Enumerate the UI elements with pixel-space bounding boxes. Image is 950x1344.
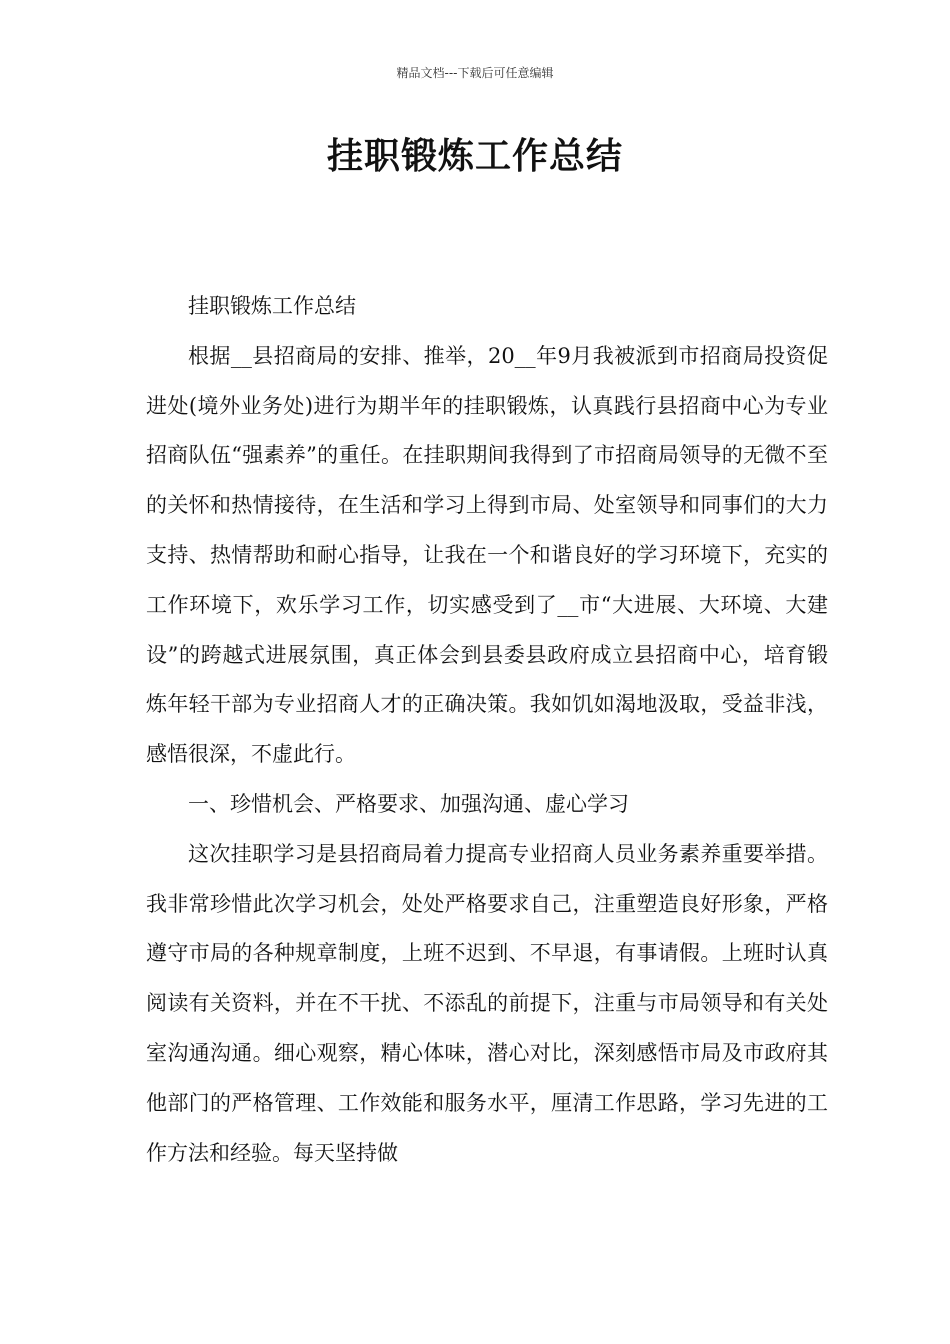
paragraph-intro: 根据__县招商局的安排、推举，20__年9月我被派到市招商局投资促进处(境外业务处)进行为期半年的挂职锻炼，认真践行县招商中心为专业招商队伍“强素养”的重任。在挂职期间我得到了市招商局领导的无微不至的关怀和热情接待，在生活和学习上得到市局、处室领导和同事们的大力支持、热情帮助和耐心指导，让我在一个和谐良好的学习环境下，充实的工作环境下，欢乐学习工作，切实感受到了__市“大进展、大环境、大建设”的跨越式进展氛围，真正体会到县委县政府成立县招商中心，培育锻炼年轻干部为专业招商人才的正确决策。我如饥如渴地汲取，受益非浅，感悟很深，不虚此行。 <box>146 343 828 767</box>
document-body <box>146 282 828 1178</box>
section-heading-1: 一、珍惜机会、严格要求、加强沟通、虚心学习 <box>188 791 629 816</box>
paragraph-subtitle: 挂职锻炼工作总结 <box>188 294 356 318</box>
document-title: 挂职锻炼工作总结 <box>326 136 623 177</box>
header-note: 精品文档---下载后可任意编辑 <box>396 66 554 80</box>
paragraph-section-1: 这次挂职学习是县招商局着力提高专业招商人员业务素养重要举措。我非常珍惜此次学习机会，处处严格要求自己，注重塑造良好形象，严格遵守市局的各种规章制度，上班不迟到、不早退，有事请假。上班时认真阅读有关资料，并在不干扰、不添乱的前提下，注重与市局领导和有关处室沟通沟通。细心观察，精心体味，潜心对比，深刻感悟市局及市政府其他部门的严格管理、工作效能和服务水平，厘清工作思路，学习先进的工作方法和经验。每天坚持做 <box>146 841 828 1165</box>
